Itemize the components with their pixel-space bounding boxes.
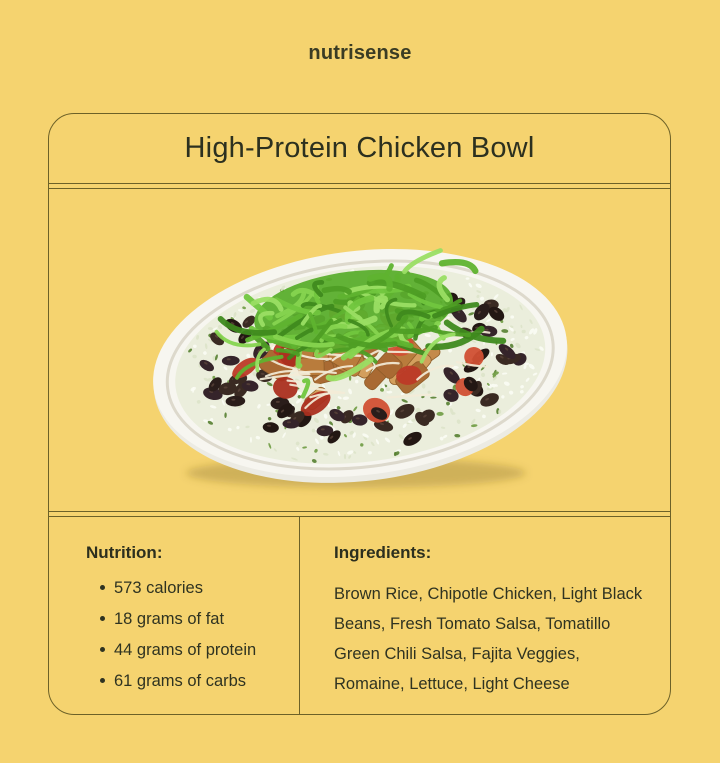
nutrition-list (86, 579, 289, 690)
card-info-section (49, 516, 670, 714)
list-item: 18 grams of fat (100, 610, 289, 628)
ingredients-text: Brown Rice, Chipotle Chicken, Light Black Beans, Fresh Tomato Salsa, Tomatillo Green Chili Salsa, Fajita Veggies, Romaine, Lettuce, Light Cheese (334, 585, 643, 693)
nutrition-column (49, 517, 300, 714)
card-image-section (49, 188, 670, 512)
chicken-bowl-image (140, 233, 580, 497)
page-title: High-Protein Chicken Bowl (184, 132, 535, 164)
ingredients-column (300, 517, 670, 714)
recipe-card (48, 113, 671, 715)
brand-logo: nutrisense (308, 42, 412, 64)
nutrition-heading: Nutrition: (86, 543, 163, 562)
list-item: 61 grams of carbs (100, 672, 289, 690)
list-item: 44 grams of protein (100, 641, 289, 659)
list-item: 573 calories (100, 579, 289, 597)
ingredients-heading: Ingredients: (334, 543, 432, 562)
card-title-section (49, 114, 670, 184)
